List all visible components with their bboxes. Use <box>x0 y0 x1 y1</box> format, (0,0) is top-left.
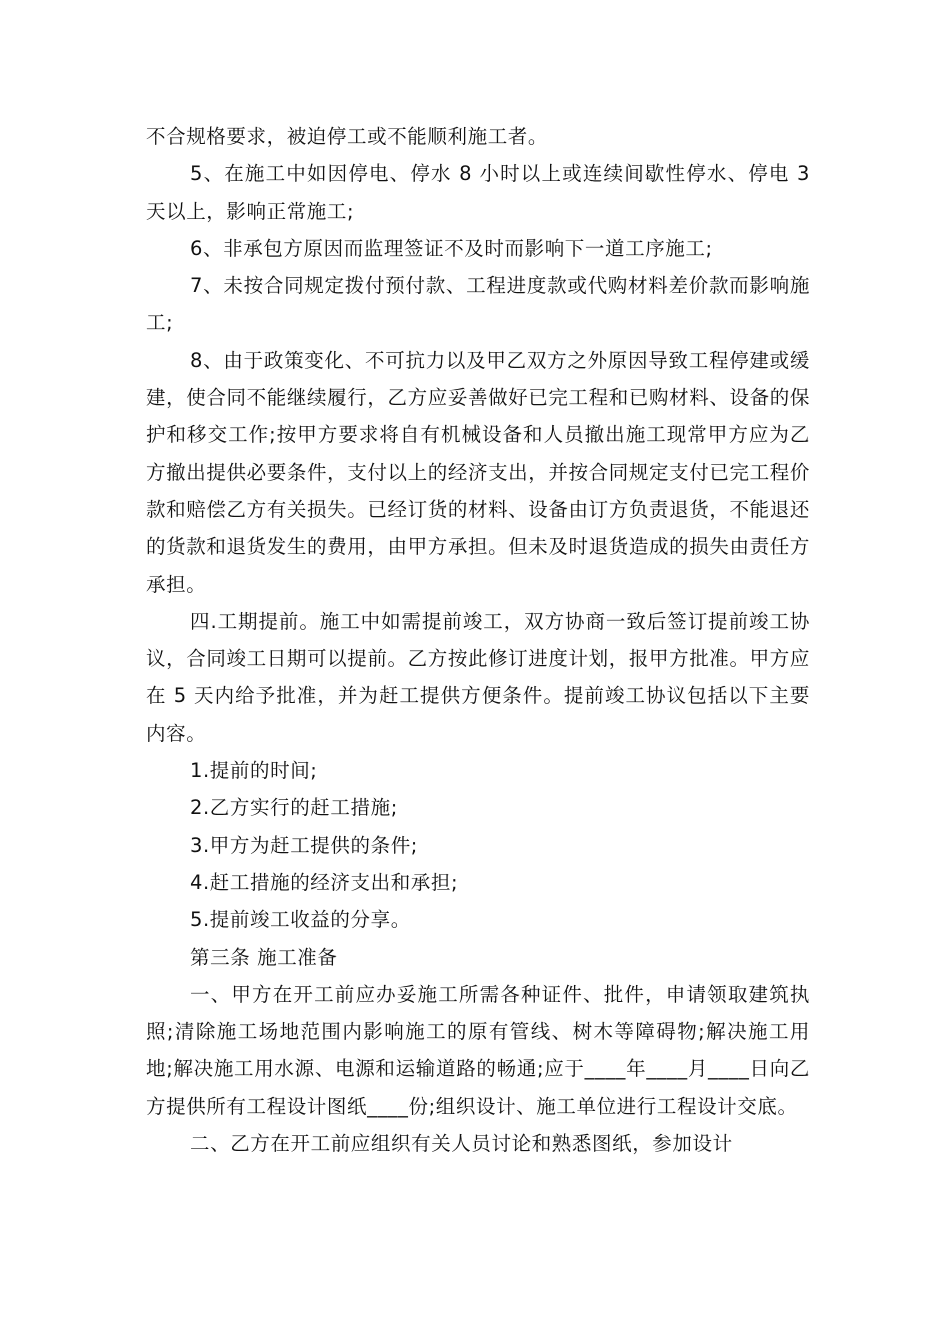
list-item-1: 1.提前的时间; <box>190 759 318 783</box>
paragraph-item-5: 5、在施工中如因停电、停水 8 小时以上或连续间歇性停水、停电 3 天以上，影响正常施工; <box>146 162 810 223</box>
article-heading: 第三条 施工准备 <box>190 945 338 969</box>
paragraph-clause-2: 二、乙方在开工前应组织有关人员讨论和熟悉图纸，参加设计 <box>190 1132 733 1156</box>
list-item-4: 4.赶工措施的经济支出和承担; <box>190 870 459 894</box>
list-item-5: 5.提前竣工收益的分享。 <box>190 908 411 932</box>
list-item-2: 2.乙方实行的赶工措施; <box>190 796 398 820</box>
paragraph-section-4: 四.工期提前。施工中如需提前竣工，双方协商一致后签订提前竣工协议，合同竣工日期可以提前。乙方按此修订进度计划，报甲方批准。甲方应在 5 天内给予批准，并为赶工提供方便条件。提前竣工协议包括以下主要内容。 <box>146 609 810 745</box>
list-item-3: 3.甲方为赶工提供的条件; <box>190 833 418 857</box>
paragraph-item-7: 7、未按合同规定拨付预付款、工程进度款或代购材料差价款而影响施工; <box>146 274 810 335</box>
paragraph-item-6: 6、非承包方原因而监理签证不及时而影响下一道工序施工; <box>190 236 713 260</box>
paragraph-item-8: 8、由于政策变化、不可抗力以及甲乙双方之外原因导致工程停建或缓建，使合同不能继续履行，乙方应妥善做好已完工程和已购材料、设备的保护和移交工作;按甲方要求将自有机械设备和人员撤出施工现常甲方应为乙方撤出提供必要条件，支付以上的经济支出，并按合同规定支付已完工程价款和赔偿乙方有关损失。已经订货的材料、设备由订方负责退货，不能退还的货款和退货发生的费用，由甲方承担。但未及时退货造成的损失由责任方承担。 <box>146 348 810 596</box>
paragraph-continuation: 不合规格要求，被迫停工或不能顺利施工者。 <box>146 125 549 148</box>
paragraph-clause-1: 一、甲方在开工前应办妥施工所需各种证件、批件，申请领取建筑执照;清除施工场地范围内影响施工的原有管线、树木等障碍物;解决施工用地;解决施工用水源、电源和运输道路的畅通;应于____年____月____日向乙方提供所有工程设计图纸____份;组织设计、施工单位进行工程设计交底。 <box>146 982 810 1118</box>
document-body <box>146 118 810 1162</box>
